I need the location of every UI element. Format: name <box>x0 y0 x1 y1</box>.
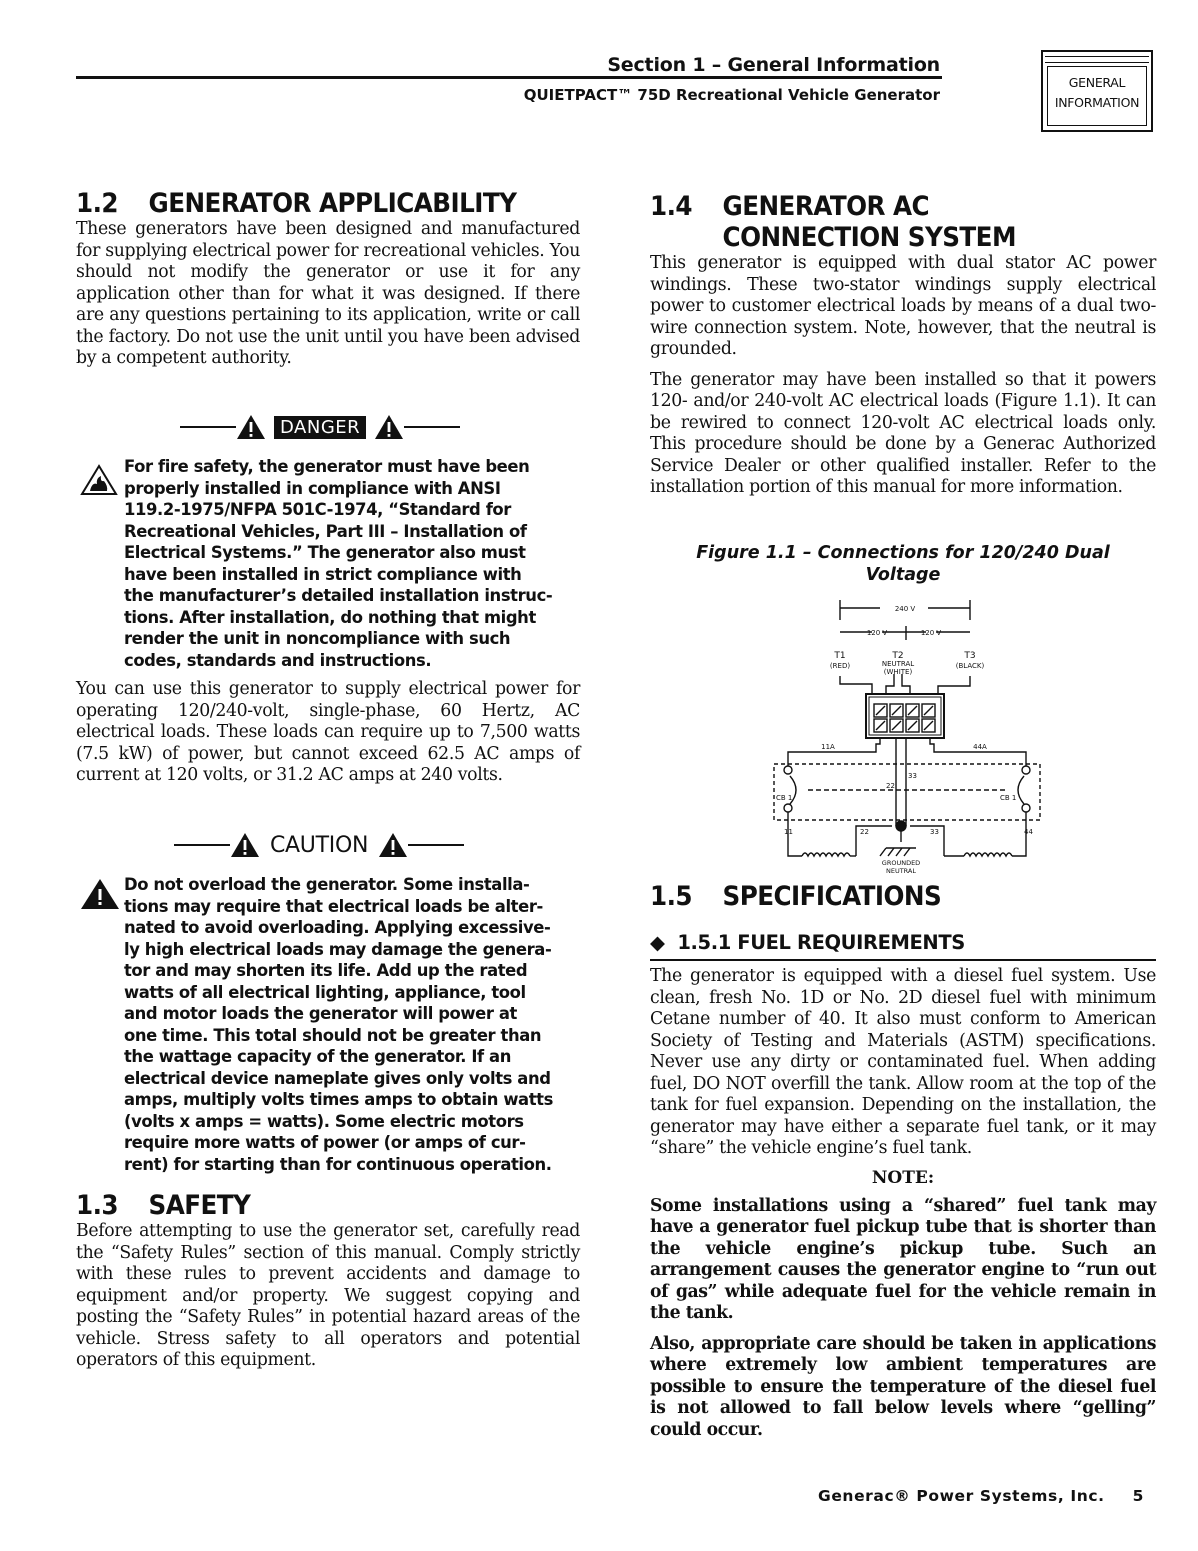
warning-triangle-icon <box>230 832 260 858</box>
warning-triangle-icon <box>236 414 266 440</box>
section-tab <box>1041 50 1153 132</box>
warning-triangle-icon <box>378 832 408 858</box>
subsection-rule <box>650 959 1156 961</box>
section-1-2 <box>76 188 580 370</box>
note-label: NOTE: <box>871 1167 935 1188</box>
section-1-2-heading <box>76 188 545 219</box>
caution-line: and motor loads the generator will power at <box>124 1004 517 1023</box>
note-shared-tank: Some installations using a “shared” fuel tank may have a generator fuel pickup tube that is shorter than the vehicle engine’s pickup tube. Such an arrangement causes the generator engine to “run out of gas” while adequate fuel for the vehicle remain in the tank. <box>650 1195 1156 1323</box>
label-wire-44: 44 <box>1024 828 1033 836</box>
caution-line: nated to avoid overloading. Applying excessive- <box>124 918 551 937</box>
label-wire-11: 11 <box>784 828 793 836</box>
label-cb1-right: CB 1 <box>1000 794 1017 802</box>
section-tab-label <box>1047 66 1147 126</box>
caution-line: (volts x amps = watts). Some electric motors <box>124 1111 524 1131</box>
label-t2: T2 <box>892 651 904 661</box>
caution-label: CAUTION <box>270 832 369 858</box>
danger-line: codes, standards and instructions. <box>124 650 432 670</box>
caution-line: electrical device nameplate gives only volts and <box>124 1068 551 1088</box>
caution-line: one time. This total should not be greater than <box>124 1025 542 1045</box>
label-t2-neutral: NEUTRAL <box>881 660 915 668</box>
label-240v: 240 V <box>894 605 916 613</box>
warning-triangle-icon <box>374 414 404 440</box>
warning-triangle-icon <box>80 878 120 910</box>
label-grounded: GROUNDED <box>881 859 921 867</box>
caution-line: tions may require that electrical loads be alter- <box>124 896 543 916</box>
caution-line: rent) for starting than for continuous operation. <box>124 1154 552 1174</box>
installation-paragraph: The generator may have been installed so that it powers 120- and/or 240-volt AC electrical loads (Figure 1.1). It can be rewired to connect 120-volt AC electrical loads only. This procedure should be done by a Generac Authorized Service Dealer or other qualified installer. Refer to the installation portion of this manual for more information. <box>650 369 1156 497</box>
caution-rule-right <box>408 844 464 846</box>
label-wire-33-bottom: 33 <box>930 828 939 836</box>
subsection-1-5-1-title: 1.5.1 FUEL REQUIREMENTS <box>677 931 965 954</box>
caution-line: Do not overload the generator. Some installa- <box>124 875 530 894</box>
fire-hazard-icon <box>80 464 118 496</box>
label-wire-22: 22 <box>886 782 895 790</box>
danger-line: 119.2-1975/NFPA 501C-1974, “Standard for <box>124 500 511 519</box>
section-1-2-number: 1.2 <box>76 188 118 219</box>
section-1-3 <box>76 1190 580 1372</box>
danger-label: DANGER <box>274 416 366 439</box>
label-t1: T1 <box>834 651 846 661</box>
section-tab-binder-strip <box>1045 56 1149 63</box>
section-1-4-title-line1: GENERATOR AC <box>722 191 929 222</box>
section-1-4-title-line2: CONNECTION SYSTEM <box>722 222 1016 253</box>
danger-rule-left <box>180 426 236 428</box>
figure-caption <box>650 542 1156 586</box>
danger-banner <box>180 414 460 440</box>
wiring-diagram <box>768 594 1046 880</box>
caution-banner <box>174 832 464 858</box>
label-wire-44a: 44A <box>973 743 987 751</box>
danger-line: the manufacturer’s detailed installation instruc- <box>124 586 553 605</box>
header-rule <box>76 76 942 79</box>
section-1-4 <box>650 191 1156 499</box>
section-1-3-number: 1.3 <box>76 1190 118 1221</box>
load-capacity-paragraph: You can use this generator to supply electrical power for operating 120/240-volt, single-phase, 60 Hertz, AC electrical loads. These loads can require up to 7,500 watts (7.5 kW) of power, but cannot exceed 62.5 AC amps of current at 120 volts, or 31.2 AC amps at 240 volts. <box>76 679 580 785</box>
subsection-1-5-1 <box>650 931 1156 954</box>
caution-line: tor and may shorten its life. Add up the rated <box>124 961 528 980</box>
danger-text <box>124 456 552 671</box>
footer-company: Generac® Power Systems, Inc. <box>818 1487 1105 1505</box>
label-120v-left: 120 V <box>866 629 888 637</box>
label-t3: T3 <box>964 651 976 661</box>
figure-caption-line1: Figure 1.1 – Connections for 120/240 Dual <box>696 543 1110 563</box>
danger-line: For fire safety, the generator must have been <box>124 457 530 476</box>
section-1-5 <box>650 881 1156 912</box>
danger-line: render the unit in noncompliance with such <box>124 629 511 648</box>
caution-text <box>124 874 553 1175</box>
danger-line: Recreational Vehicles, Part III – Installation of <box>124 521 527 541</box>
fuel-block <box>650 966 1156 1441</box>
section-1-3-title: SAFETY <box>148 1190 251 1221</box>
danger-line: tions. After installation, do nothing that might <box>124 607 536 627</box>
note-gelling: Also, appropriate care should be taken in applications where extremely low ambient temperatures are possible to ensure the temperature of the diesel fuel is not allowed to fall below levels where “gelling” could occur. <box>650 1333 1156 1440</box>
label-cb1-left: CB 1 <box>776 794 793 802</box>
danger-line: properly installed in compliance with ANSI <box>124 478 501 498</box>
section-1-5-title: SPECIFICATIONS <box>722 881 942 912</box>
label-t3-color: (BLACK) <box>955 662 985 670</box>
section-1-4-number: 1.4 <box>650 191 692 222</box>
ac-connection-paragraph: This generator is equipped with dual stator AC power windings. These two-stator windings supply electrical power to customer electrical loads by means of a dual two-wire connection system. Note, however, that the neutral is grounded. <box>650 253 1156 359</box>
label-t2-color: (WHITE) <box>883 668 913 676</box>
header-section-title: Section 1 – General Information <box>607 54 940 76</box>
danger-line: Electrical Systems.” The generator also must <box>124 543 526 562</box>
applicability-paragraph: These generators have been designed and manufactured for supplying electrical power for recreational vehicles. You should not modify the generator or use it for any application other than for what it was designed. If there are any questions pertaining to its application, write or call the factory. Do not use the unit until you have been advised by a competent authority. <box>76 219 580 368</box>
caution-line: watts of all electrical lighting, appliance, tool <box>124 982 526 1002</box>
subsection-1-5-1-heading <box>650 931 1156 954</box>
caution-rule-left <box>174 844 230 846</box>
safety-paragraph: Before attempting to use the generator set, carefully read the “Safety Rules” section of this manual. Comply strictly with these rules to prevent accidents and damage to equipment and/or property. We suggest copying and posting the “Safety Rules” in potential hazard areas of the vehicle. Stress safety to all operators and potential operators of this equipment. <box>76 1221 580 1370</box>
page-number: 5 <box>1132 1487 1144 1505</box>
section-1-5-heading <box>650 881 1121 912</box>
section-1-4-heading-line2 <box>650 222 1121 253</box>
diamond-bullet-icon: ◆ <box>650 931 678 954</box>
load-capacity-block <box>76 679 580 787</box>
danger-line: have been installed in strict compliance with <box>124 564 522 584</box>
section-1-5-number: 1.5 <box>650 881 692 912</box>
label-120v-right: 120 V <box>920 629 942 637</box>
label-neutral: NEUTRAL <box>885 867 917 875</box>
section-tab-line1: GENERAL <box>1068 75 1126 90</box>
figure-caption-line2: Voltage <box>865 565 941 585</box>
caution-line: require more watts of power (or amps of cur- <box>124 1133 526 1152</box>
label-wire-22-bottom: 22 <box>860 828 869 836</box>
label-wire-11a: 11A <box>821 743 835 751</box>
page-footer <box>818 1487 1144 1505</box>
section-1-2-title: GENERATOR APPLICABILITY <box>148 188 517 219</box>
section-tab-line2: INFORMATION <box>1054 95 1140 110</box>
section-1-3-heading <box>76 1190 545 1221</box>
caution-line: ly high electrical loads may damage the genera- <box>124 939 552 959</box>
caution-line: the wattage capacity of the generator. If an <box>124 1047 511 1066</box>
fuel-requirements-paragraph: The generator is equipped with a diesel fuel system. Use clean, fresh No. 1D or No. 2D diesel fuel with minimum Cetane number of 40. It also must conform to American Society of Testing and Materials (ASTM) specifications. Never use any dirty or contaminated fuel. When adding fuel, DO NOT overfill the tank. Allow room at the top of the tank for fuel expansion. Depending on the installation, the generator may have either a separate fuel tank, or it may “share” the vehicle engine’s fuel tank. <box>650 966 1156 1158</box>
header-subtitle: QUIETPACT™ 75D Recreational Vehicle Generator <box>523 86 940 104</box>
label-t1-color: (RED) <box>829 662 851 670</box>
section-1-4-heading <box>650 191 1121 222</box>
danger-rule-right <box>404 426 460 428</box>
label-wire-33: 33 <box>908 772 917 780</box>
caution-line: amps, multiply volts times amps to obtain watts <box>124 1090 553 1109</box>
